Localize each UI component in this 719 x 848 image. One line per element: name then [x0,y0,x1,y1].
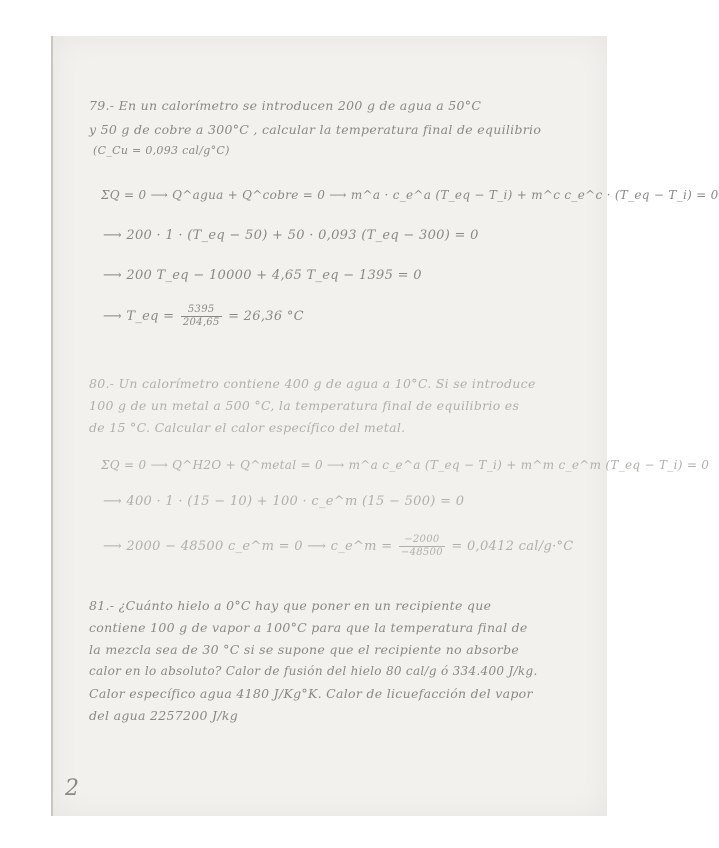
problem-80-fraction-denominator: −48500 [400,547,443,558]
problem-81-line-5: Calor específico agua 4180 J/Kg°K. Calor de licuefacción del vapor [89,686,533,701]
problem-81-line-6: del agua 2257200 J/kg [89,708,239,723]
problem-79-fraction-numerator: 5395 [181,304,222,317]
problem-79-equation-4 [103,304,304,329]
problem-79-equation-3: ⟶ 200 T_eq − 10000 + 4,65 T_eq − 1395 = 0 [103,268,422,283]
problem-81-line-1: 81.- ¿Cuánto hielo a 0°C hay que poner en un recipiente que [89,598,492,613]
problem-79-equation-2: ⟶ 200 · 1 · (T_eq − 50) + 50 · 0,093 (T_eq − 300) = 0 [103,228,479,243]
problem-81-line-4: calor en lo absoluto? Calor de fusión del hielo 80 cal/g ó 334.400 J/kg. [89,664,538,678]
problem-79-line-2: y 50 g de cobre a 300°C , calcular la temperatura final de equilibrio [89,122,542,137]
problem-79-fraction-denominator: 204,65 [182,317,220,328]
problem-79-fraction [181,304,222,329]
problem-79-equation-1: ΣQ = 0 ⟶ Q^agua + Q^cobre = 0 ⟶ m^a · c_e^a (T_eq − T_i) + m^c c_e^c · (T_eq − T_i) = 0 [101,188,719,202]
problem-80-eq3-suffix: = 0,0412 cal/g·°C [451,539,574,554]
problem-80-line-3: de 15 °C. Calcular el calor específico del metal. [89,420,406,435]
problem-80-line-2: 100 g de un metal a 500 °C, la temperatura final de equilibrio es [89,398,520,413]
problem-80-eq3-prefix: ⟶ 2000 − 48500 c_e^m = 0 ⟶ c_e^m = [103,539,393,554]
problem-80-line-1: 80.- Un calorímetro contiene 400 g de agua a 10°C. Si se introduce [89,376,536,391]
problem-80-equation-2: ⟶ 400 · 1 · (15 − 10) + 100 · c_e^m (15 − 500) = 0 [103,494,465,509]
problem-80-fraction [399,534,445,559]
page-number: 2 [65,776,79,801]
problem-79-line-1: 79.- En un calorímetro se introducen 200 g de agua a 50°C [89,98,482,113]
problem-81-line-3: la mezcla sea de 30 °C si se supone que el recipiente no absorbe [89,642,520,657]
problem-79-eq4-suffix: = 26,36 °C [228,309,304,324]
notebook-page [51,36,719,816]
problem-79-eq4-prefix: ⟶ T_eq = [103,309,175,324]
problem-79-line-3: (C_Cu = 0,093 cal/g°C) [93,144,230,157]
problem-80-equation-1: ΣQ = 0 ⟶ Q^H2O + Q^metal = 0 ⟶ m^a c_e^a (T_eq − T_i) + m^m c_e^m (T_eq − T_i) = 0 [101,458,710,472]
problem-80-fraction-numerator: −2000 [399,534,445,547]
problem-81-line-2: contiene 100 g de vapor a 100°C para que la temperatura final de [89,620,528,635]
problem-80-equation-3 [103,534,574,559]
